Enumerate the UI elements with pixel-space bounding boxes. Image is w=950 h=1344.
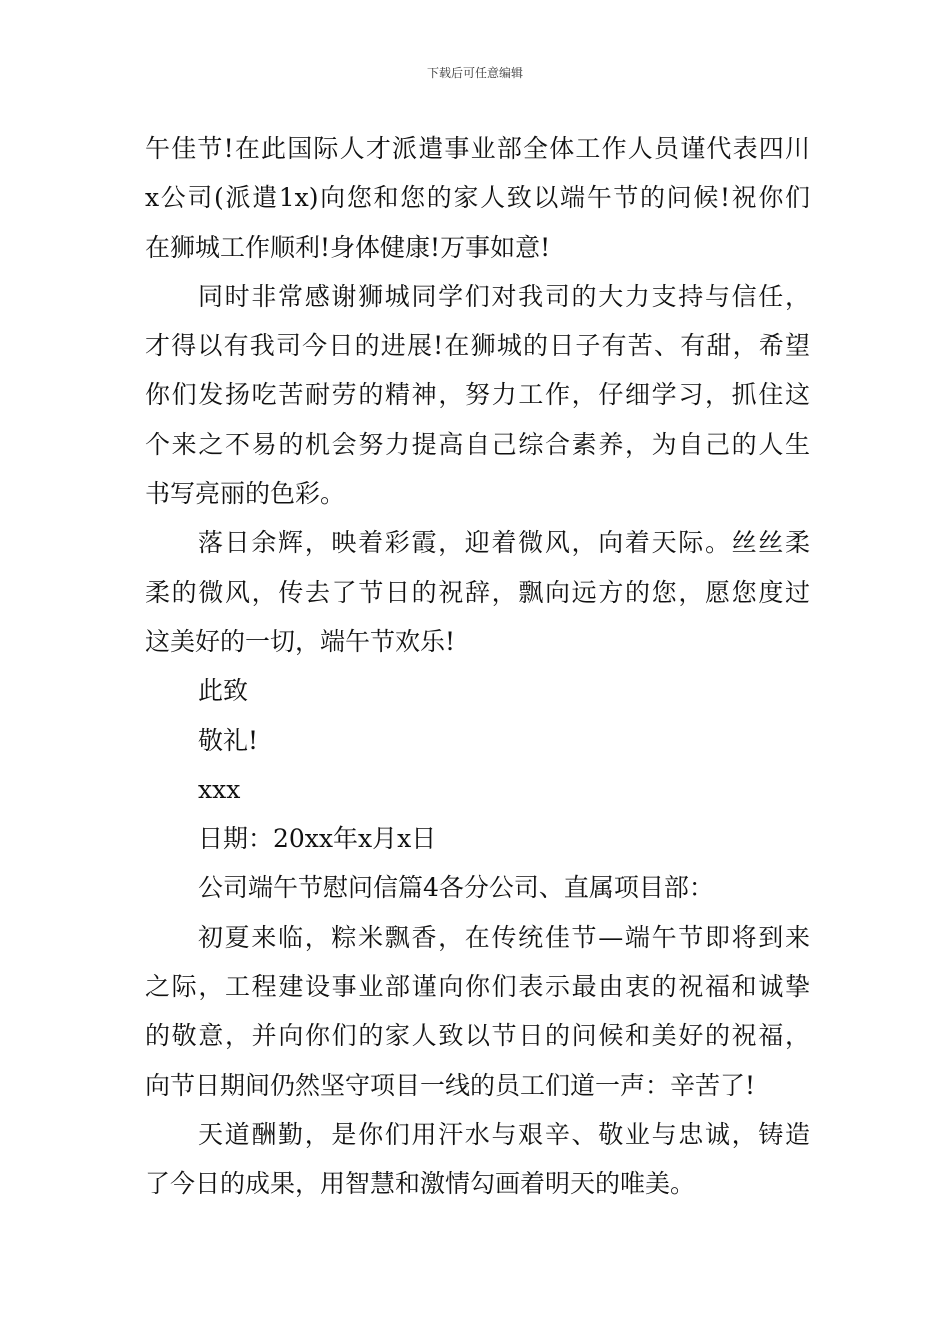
text-line: x公司(派遣1x)向您和您的家人致以端午节的问候!祝你们 bbox=[145, 183, 810, 213]
text-line: 这美好的一切，端午节欢乐! bbox=[145, 626, 456, 656]
text-line: 日期：20xx年x月x日 bbox=[198, 824, 437, 854]
text-line: 柔的微风，传去了节日的祝辞，飘向远方的您，愿您度过 bbox=[145, 577, 810, 607]
text-line: 午佳节!在此国际人才派遣事业部全体工作人员谨代表四川 bbox=[145, 134, 810, 163]
text-line: 公司端午节慰问信篇4各分公司、直属项目部： bbox=[198, 873, 714, 903]
text-line: 初夏来临，粽米飘香，在传统佳节—端午节即将到来 bbox=[198, 922, 810, 952]
text-line: xxx bbox=[198, 774, 241, 804]
text-line: 敬礼! bbox=[198, 725, 259, 755]
text-line: 天道酬勤，是你们用汗水与艰辛、敬业与忠诚，铸造 bbox=[198, 1119, 810, 1149]
text-line: 才得以有我司今日的进展!在狮城的日子有苦、有甜，希望 bbox=[145, 331, 810, 361]
text-line: 个来之不易的机会努力提高自己综合素养，为自己的人生 bbox=[145, 429, 810, 459]
text-line: 向节日期间仍然坚守项目一线的员工们道一声：辛苦了! bbox=[145, 1070, 756, 1100]
text-line: 的敬意，并向你们的家人致以节日的问候和美好的祝福， bbox=[145, 1021, 810, 1051]
text-line: 之际，工程建设事业部谨向你们表示最由衷的祝福和诚挚 bbox=[145, 972, 810, 1002]
text-line: 此致 bbox=[198, 676, 249, 706]
text-line: 书写亮丽的色彩。 bbox=[145, 479, 346, 509]
text-line: 了今日的成果，用智慧和激情勾画着明天的唯美。 bbox=[145, 1169, 696, 1199]
letter-body bbox=[145, 124, 810, 1209]
text-line: 同时非常感谢狮城同学们对我司的大力支持与信任， bbox=[198, 281, 810, 311]
page-header: 下载后可任意编辑 bbox=[426, 66, 523, 80]
text-line: 你们发扬吃苦耐劳的精神，努力工作，仔细学习，抓住这 bbox=[145, 380, 810, 410]
text-line: 落日余辉，映着彩霞，迎着微风，向着天际。丝丝柔 bbox=[198, 528, 810, 558]
text-line: 在狮城工作顺利!身体健康!万事如意! bbox=[145, 232, 551, 262]
